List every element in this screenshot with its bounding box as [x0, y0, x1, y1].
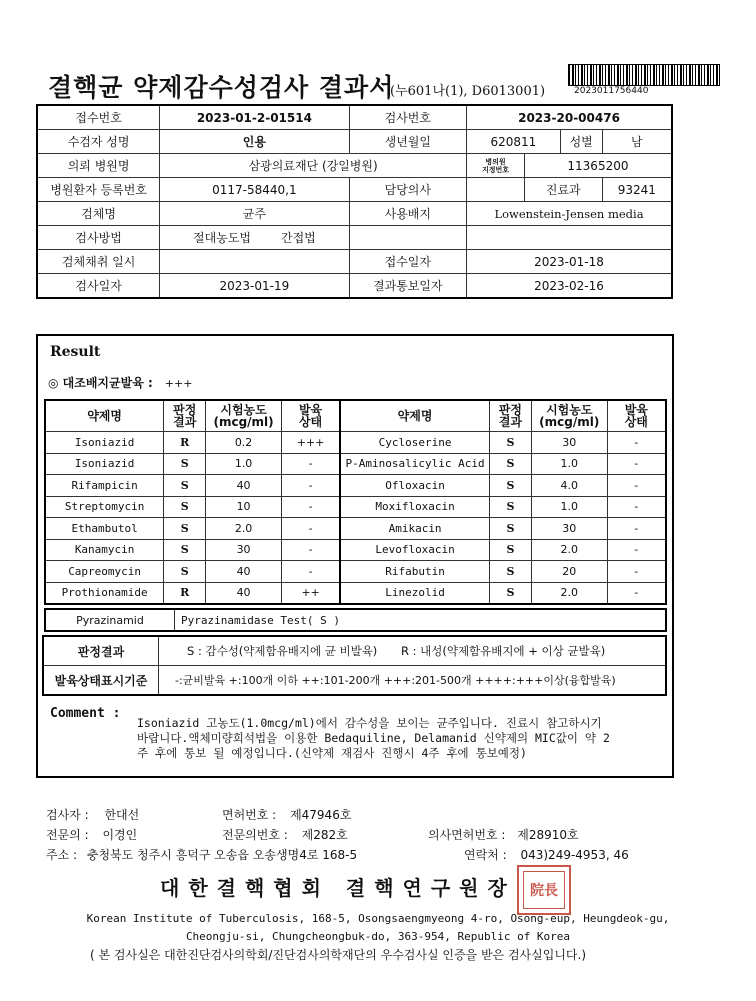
col-judge: 판정 결과: [164, 400, 206, 432]
drug-name: Ethambutol: [45, 518, 164, 540]
inst-code-value: 11365200: [524, 154, 672, 178]
patient-value: 인용: [160, 130, 349, 154]
judge-result: S: [164, 475, 206, 497]
accession-label: 접수번호: [37, 105, 160, 130]
form-code: (누601나(1), D6013001): [390, 84, 546, 99]
drug-name: Capreomycin: [45, 561, 164, 583]
specialist-no-row: 전문의번호 : 제282호: [222, 828, 348, 842]
hospital-label: 의뢰 병원명: [37, 154, 160, 178]
test-concentration: 40: [206, 561, 282, 583]
growth-status: -: [607, 496, 666, 518]
method-empty-2: [467, 226, 672, 250]
col-drug: 약제명: [45, 400, 164, 432]
contact-row: 연락처 : 043)249-4953, 46: [464, 848, 629, 862]
growth-status: -: [281, 453, 340, 475]
accession-value: 2023-01-2-01514: [160, 105, 349, 130]
judge-result: S: [164, 539, 206, 561]
control-growth-value: +++: [164, 377, 193, 390]
testdate-value: 2023-01-19: [160, 274, 349, 299]
organization-name: 대한결핵협회 결핵연구원장: [160, 876, 516, 900]
table-row: [45, 432, 666, 454]
judge-result: S: [489, 539, 531, 561]
dept-label: 진료과: [524, 178, 602, 202]
hospital-value: 삼광의료재단 (강일병원): [160, 154, 467, 178]
judge-result: S: [489, 496, 531, 518]
growth-status: -: [607, 453, 666, 475]
table-row: [45, 496, 666, 518]
specimen-value: 균주: [160, 202, 349, 226]
legend-table: [42, 635, 667, 696]
col-growth-2: 발육 상태: [607, 400, 666, 432]
table-row: [45, 475, 666, 497]
drug-name: Streptomycin: [45, 496, 164, 518]
drug-name: P-Aminosalicylic Acid: [340, 453, 489, 475]
license-number: 제47946호: [290, 808, 352, 822]
table-row: [45, 539, 666, 561]
document-title: 결핵균 약제감수성검사 결과서: [48, 73, 395, 102]
col-conc: 시험농도 (mcg/ml): [206, 400, 282, 432]
receive-label: 접수일자: [349, 250, 467, 274]
collect-value: [160, 250, 349, 274]
tester-row: 검사자 : 한대선: [46, 808, 140, 822]
growth-status: -: [607, 518, 666, 540]
growth-status: +++: [281, 432, 340, 454]
judge-result: S: [164, 561, 206, 583]
english-address-1: Korean Institute of Tuberculosis, 168-5, Osongsaengmyeong 4-ro, Osong-eup, Heungdeok-gu,: [86, 912, 670, 925]
judge-result: S: [489, 518, 531, 540]
drug-name: Rifampicin: [45, 475, 164, 497]
drug-name: Isoniazid: [45, 453, 164, 475]
growth-status: -: [607, 432, 666, 454]
test-concentration: 1.0: [206, 453, 282, 475]
table-row: [45, 582, 666, 604]
medium-value: Lowenstein-Jensen media: [467, 202, 672, 226]
result-title: Result: [50, 344, 101, 360]
reg-value: 0117-58440,1: [160, 178, 349, 202]
judge-result: S: [489, 453, 531, 475]
drug-name: Isoniazid: [45, 432, 164, 454]
judge-result: S: [489, 561, 531, 583]
doctor-license-row: 의사면허번호 : 제28910호: [428, 828, 579, 842]
test-concentration: 30: [531, 518, 607, 540]
reg-label: 병원환자 등록번호: [37, 178, 160, 202]
test-concentration: 1.0: [531, 496, 607, 518]
contact-number: 043)249-4953, 46: [520, 848, 629, 862]
col-conc-2: 시험농도 (mcg/ml): [531, 400, 607, 432]
control-growth-label: ◎ 대조배지균발육 :: [48, 376, 153, 390]
test-concentration: 1.0: [531, 453, 607, 475]
test-concentration: 2.0: [206, 518, 282, 540]
test-concentration: 10: [206, 496, 282, 518]
inst-code-label: 병의원 지정번호: [467, 154, 525, 178]
address-row: 주소 : 충청북도 청주시 흥덕구 오송읍 오송생명4로 168-5: [46, 848, 358, 862]
official-seal: 院長: [517, 865, 571, 915]
growth-status: -: [607, 475, 666, 497]
judge-s-text: S : 감수성(약제함유배지에 균 비발육): [187, 644, 378, 658]
comment-text: Isoniazid 고농도(1.0mcg/ml)에서 감수성을 보이는 균주입니다. 진료시 참고하시기 바랍니다.액체미량희석법을 이용한 Bedaquiline, Delamanid 신약제의 MIC값이 약 2 주 후에 통보 될 예정입니다.(신약제 재검사 진행시 4주 후에 통보예정): [137, 716, 610, 760]
drug-name: Levofloxacin: [340, 539, 489, 561]
drug-name: Moxifloxacin: [340, 496, 489, 518]
growth-status: -: [607, 561, 666, 583]
growth-status: ++: [281, 582, 340, 604]
drug-name: Ofloxacin: [340, 475, 489, 497]
growth-status: -: [281, 561, 340, 583]
test-concentration: 40: [206, 475, 282, 497]
medium-label: 사용배지: [349, 202, 467, 226]
test-no-label: 검사번호: [349, 105, 467, 130]
test-no-value: 2023-20-00476: [467, 105, 672, 130]
pyrazinamid-value: Pyrazinamidase Test( S ): [175, 609, 667, 631]
pyrazinamid-label: Pyrazinamid: [45, 609, 175, 631]
growth-status: -: [607, 582, 666, 604]
method-label: 검사방법: [37, 226, 160, 250]
growth-status: -: [281, 496, 340, 518]
growth-status: -: [607, 539, 666, 561]
col-judge-2: 판정 결과: [489, 400, 531, 432]
doctor-value: [467, 178, 525, 202]
judge-result: S: [164, 518, 206, 540]
growth-legend-value: -:균비발육 +:100개 이하 ++:101-200개 +++:201-500개 ++++:+++이상(융합발육): [159, 666, 667, 696]
col-growth: 발육 상태: [281, 400, 340, 432]
doctor-license-number: 제28910호: [517, 828, 579, 842]
control-growth: [48, 374, 192, 391]
collect-label: 검체채취 일시: [37, 250, 160, 274]
certification-note: ( 본 검사실은 대한진단검사의학회/진단검사의학재단의 우수검사실 인증을 받은 검사실입니다.): [90, 948, 587, 962]
test-concentration: 2.0: [531, 582, 607, 604]
receive-value: 2023-01-18: [467, 250, 672, 274]
doctor-label: 담당의사: [349, 178, 467, 202]
judge-result: S: [489, 475, 531, 497]
growth-status: -: [281, 518, 340, 540]
specimen-label: 검체명: [37, 202, 160, 226]
license-row: 면허번호 : 제47946호: [222, 808, 352, 822]
growth-legend-label: 발육상태표시기준: [43, 666, 159, 696]
report-value: 2023-02-16: [467, 274, 672, 299]
judge-result: R: [164, 432, 206, 454]
pyrazinamid-row: [44, 608, 667, 632]
barcode-number: 2023011756440: [574, 86, 649, 96]
judge-r-text: R : 내성(약제함유배지에 + 이상 균발육): [400, 644, 606, 658]
dept-value: 93241: [602, 178, 672, 202]
test-concentration: 20: [531, 561, 607, 583]
test-concentration: 2.0: [531, 539, 607, 561]
drug-name: Linezolid: [340, 582, 489, 604]
test-concentration: 0.2: [206, 432, 282, 454]
english-address-2: Cheongju-si, Chungcheongbuk-do, 363-954, Republic of Korea: [185, 930, 571, 943]
drug-name: Prothionamide: [45, 582, 164, 604]
table-row: [45, 518, 666, 540]
test-concentration: 40: [206, 582, 282, 604]
dob-label: 생년월일: [349, 130, 467, 154]
testdate-label: 검사일자: [37, 274, 160, 299]
drug-name: Kanamycin: [45, 539, 164, 561]
judge-legend-value: [159, 636, 667, 666]
judge-result: R: [164, 582, 206, 604]
method-empty-1: [349, 226, 467, 250]
patient-label: 수검자 성명: [37, 130, 160, 154]
specialist-row: 전문의 : 이경인: [46, 828, 138, 842]
col-drug-2: 약제명: [340, 400, 489, 432]
address: 충청북도 청주시 흥덕구 오송읍 오송생명4로 168-5: [86, 848, 358, 862]
tester-name: 한대선: [104, 808, 140, 822]
drug-susceptibility-table: [44, 399, 667, 605]
comment-label: Comment :: [50, 706, 121, 721]
specialist-number: 제282호: [301, 828, 348, 842]
specialist-name: 이경인: [102, 828, 138, 842]
judge-result: S: [164, 453, 206, 475]
report-label: 결과통보일자: [349, 274, 467, 299]
dob-value: 620811: [467, 130, 561, 154]
judge-result: S: [164, 496, 206, 518]
drug-name: Amikacin: [340, 518, 489, 540]
patient-info-table: [36, 104, 673, 299]
table-row: [45, 453, 666, 475]
test-concentration: 30: [206, 539, 282, 561]
barcode: [568, 64, 720, 86]
judge-result: S: [489, 582, 531, 604]
method-value: 절대농도법 간접법: [160, 226, 349, 250]
growth-status: -: [281, 475, 340, 497]
judge-result: S: [489, 432, 531, 454]
test-concentration: 30: [531, 432, 607, 454]
judge-legend-label: 판정결과: [43, 636, 159, 666]
sex-value: 남: [602, 130, 672, 154]
table-row: [45, 561, 666, 583]
sex-label: 성별: [560, 130, 602, 154]
drug-name: Rifabutin: [340, 561, 489, 583]
growth-status: -: [281, 539, 340, 561]
drug-name: Cycloserine: [340, 432, 489, 454]
test-concentration: 4.0: [531, 475, 607, 497]
